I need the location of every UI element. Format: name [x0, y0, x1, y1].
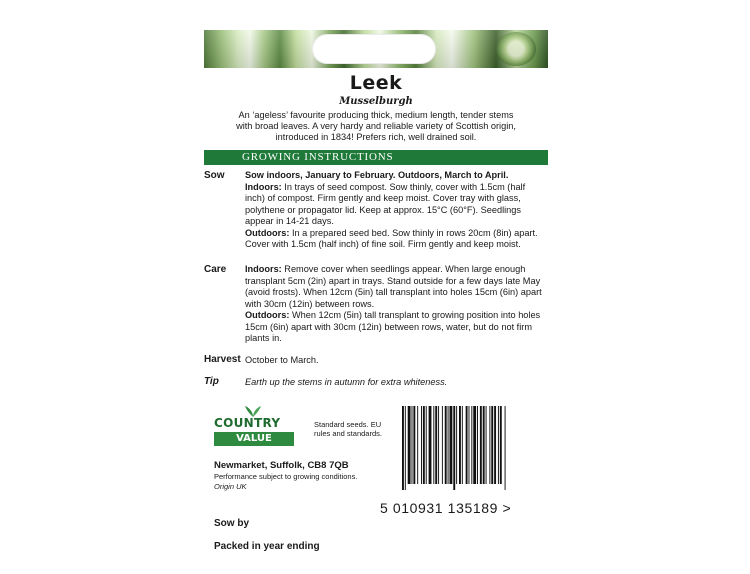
tip-label: Tip: [204, 376, 219, 387]
barcode-bar: [426, 406, 427, 484]
care-indoors-text: Remove cover when seedlings appear. When large enough transplant 5cm (2in) apart in trays. Stand outside for a few days late May (avoid frosts). When 12cm (5in) tall transplant into holes 15cm (6in) apart with 30cm (12in) between rows.: [245, 264, 542, 309]
barcode-bar: [433, 406, 434, 484]
sow-headline: Sow indoors, January to February. Outdoors, March to April.: [245, 170, 509, 180]
barcode-bar: [489, 406, 490, 484]
seed-packet-back: [204, 30, 548, 570]
care-indoors-label: Indoors:: [245, 264, 282, 274]
barcode-bar: [480, 406, 482, 484]
sow-indoors-label: Indoors:: [245, 181, 282, 192]
care-instructions: [245, 264, 545, 345]
tip-text: Earth up the stems in autumn for extra whiteness.: [245, 377, 448, 387]
barcode-bar: [462, 406, 463, 484]
barcode-bar: [402, 406, 404, 490]
harvest-text: October to March.: [245, 355, 319, 365]
barcode-bar: [505, 406, 506, 490]
barcode-bar: [491, 406, 493, 484]
barcode-bar: [448, 406, 449, 484]
barcode-bar: [498, 406, 499, 484]
barcode-bar: [483, 406, 485, 484]
origin-note: Origin UK: [214, 482, 247, 491]
barcode-bar: [453, 406, 455, 490]
barcode-digits: 5 010931 135189 >: [380, 500, 512, 516]
barcode-bar: [500, 406, 502, 484]
barcode-bar: [423, 406, 425, 484]
sow-indoors-text: In trays of seed compost. Sow thinly, cover with 1.5cm (half inch) of compost. Firm gently and keep moist. Cover tray with glass, polythene or propagator lid. Keep at approx. 15°C (60°F). Seedlings appear in 14-21 days.: [245, 181, 526, 226]
sow-outdoors: [245, 228, 545, 251]
barcode-bar: [442, 406, 443, 484]
barcode-bar: [445, 406, 447, 484]
barcode-bar: [429, 406, 432, 484]
leek-cross-section-image: [496, 32, 536, 66]
hanger-slot: [312, 34, 436, 64]
performance-note: Performance subject to growing conditions.: [214, 472, 358, 481]
barcode-bar: [456, 406, 457, 484]
barcode-bar: [494, 406, 496, 484]
barcode-bar: [405, 406, 406, 490]
barcode-bar: [417, 406, 418, 484]
barcode-bar: [408, 406, 411, 484]
harvest-label: Harvest: [204, 354, 241, 365]
barcode-bar: [469, 406, 470, 484]
packed-in-label: Packed in year ending: [214, 541, 320, 552]
logo-value-band: VALUE: [214, 432, 294, 446]
barcode-bar: [466, 406, 468, 484]
barcode-bar: [438, 406, 439, 484]
variety-name: Musselburgh: [339, 96, 413, 107]
barcode-bar: [459, 406, 461, 484]
barcode-bar: [435, 406, 437, 484]
sow-indoors: [245, 182, 545, 228]
barcode-bar: [486, 406, 487, 484]
care-outdoors-text: When 12cm (5in) tall transplant to growing position into holes 15cm (6in) apart with 30cm (12in) between rows, water, but do not firm plants in.: [245, 310, 541, 343]
growing-instructions-heading: GROWING INSTRUCTIONS: [204, 150, 548, 165]
product-description: An ‘ageless’ favourite producing thick, medium length, tender stems with broad leaves. A very hardy and reliable variety of Scottish origin, introduced in 1834! Prefers rich, well drained soil.: [236, 110, 516, 142]
barcode-bar: [477, 406, 478, 484]
barcode-bar: [412, 406, 413, 484]
barcode-bar: [471, 406, 472, 484]
sow-outdoors-label: Outdoors:: [245, 227, 290, 238]
sow-by-label: Sow by: [214, 518, 250, 529]
care-outdoors-label: Outdoors:: [245, 310, 290, 320]
barcode-bar: [413, 406, 415, 484]
barcode: [400, 406, 540, 490]
care-outdoors: [245, 310, 545, 345]
care-label: Care: [204, 264, 227, 275]
logo-country-text: COUNTRY: [214, 416, 281, 430]
barcode-bar: [421, 406, 422, 484]
standards-note: Standard seeds. EU rules and standards.: [314, 420, 382, 438]
sow-outdoors-text: In a prepared seed bed. Sow thinly in rows 20cm (8in) apart. Cover with 1.5cm (half inch) of fine soil. Firm gently and keep moist.: [245, 227, 538, 249]
sow-instructions: [245, 170, 545, 251]
country-value-logo: [214, 404, 304, 450]
care-indoors: [245, 264, 545, 310]
product-title: Leek: [349, 72, 403, 94]
sow-label: Sow: [204, 170, 225, 181]
company-address: Newmarket, Suffolk, CB8 7QB: [214, 460, 349, 471]
barcode-bar: [450, 406, 453, 484]
barcode-bar: [473, 406, 476, 484]
